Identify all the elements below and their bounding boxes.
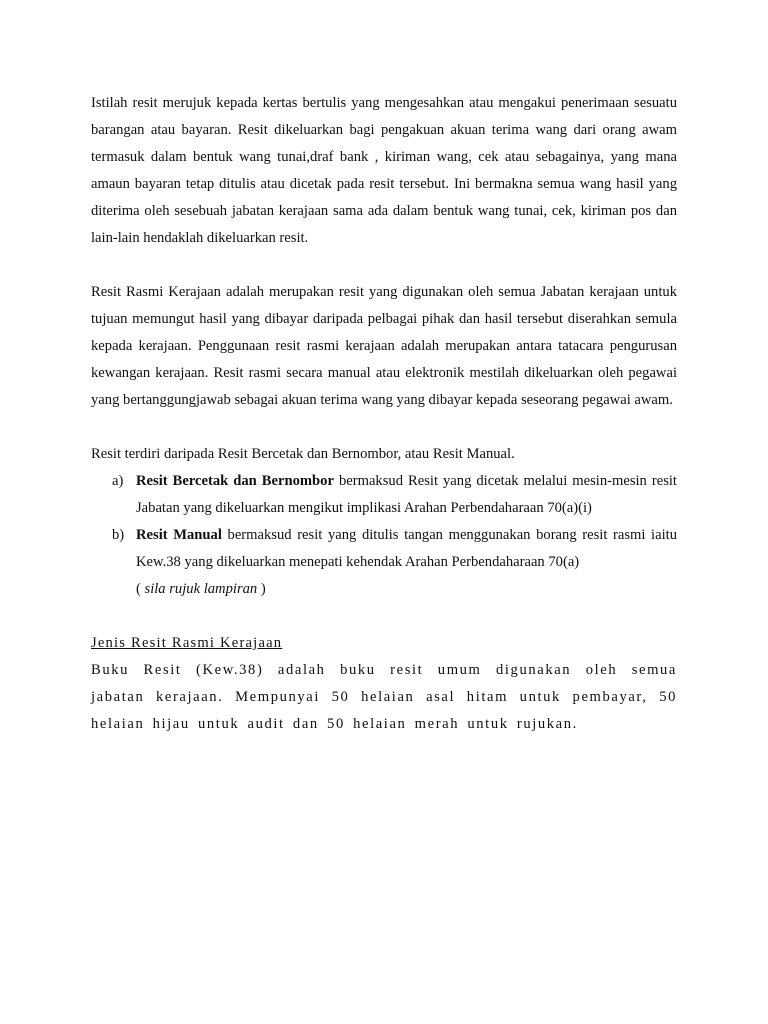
receipt-book-paragraph: Buku Resit (Kew.38) adalah buku resit umum digunakan oleh semua jabatan kerajaan. Mempunyai 50 helaian asal hitam untuk pembayar, 50 helaian hijau untuk audit dan 50 helaian merah untuk rujukan. — [91, 662, 677, 732]
paragraph-spacer — [91, 252, 677, 279]
receipt-types-intro: Resit terdiri daripada Resit Bercetak dan Bernombor, atau Resit Manual. — [91, 446, 515, 462]
paragraph-spacer — [91, 414, 677, 441]
list-description: bermaksud Resit yang dicetak melalui mesin-mesin resit Jabatan yang dikeluarkan mengikut implikasi Arahan Perbendaharaan 70(a)(i) — [136, 473, 677, 516]
list-item — [91, 522, 677, 576]
list-marker: b) — [112, 527, 125, 543]
list-description: bermaksud resit yang ditulis tangan menggunakan borang resit rasmi iaitu Kew.38 yang dikeluarkan menepati kehendak Arahan Perbendaharaan 70(a) — [136, 527, 677, 570]
list-marker: a) — [112, 473, 124, 489]
intro-paragraph: Istilah resit merujuk kepada kertas bertulis yang mengesahkan atau mengakui penerimaan sesuatu barangan atau bayaran. Resit dikeluarkan bagi pengakuan akuan terima wang dari orang awam termasuk dalam bentuk wang tunai,draf bank , kiriman wang, cek atau sebagainya, yang mana amaun bayaran tetap ditulis atau dicetak pada resit tersebut. Ini bermakna semua wang hasil yang diterima oleh sesebuah jabatan kerajaan sama ada dalam bentuk wang tunai, cek, kiriman pos dan lain-lain hendaklah dikeluarkan resit. — [91, 95, 677, 246]
attachment-note — [91, 576, 677, 603]
document-page — [91, 90, 677, 738]
list-item — [91, 468, 677, 522]
note-close-paren: ) — [257, 581, 266, 597]
paragraph-spacer — [91, 603, 677, 630]
section-heading: Jenis Resit Rasmi Kerajaan — [91, 635, 283, 651]
note-text: sila rujuk lampiran — [144, 581, 258, 597]
list-term: Resit Bercetak dan Bernombor — [136, 473, 334, 489]
note-open-paren: ( — [136, 581, 145, 597]
receipt-types-list — [91, 468, 677, 576]
list-term: Resit Manual — [136, 527, 222, 543]
official-receipt-paragraph: Resit Rasmi Kerajaan adalah merupakan resit yang digunakan oleh semua Jabatan kerajaan untuk tujuan memungut hasil yang dibayar daripada pelbagai pihak dan hasil tersebut diserahkan semula kepada kerajaan. Penggunaan resit rasmi kerajaan adalah merupakan antara tatacara pengurusan kewangan kerajaan. Resit rasmi secara manual atau elektronik mestilah dikeluarkan oleh pegawai yang bertanggungjawab sebagai akuan terima wang yang dibayar kepada seseorang pegawai awam. — [91, 284, 677, 408]
